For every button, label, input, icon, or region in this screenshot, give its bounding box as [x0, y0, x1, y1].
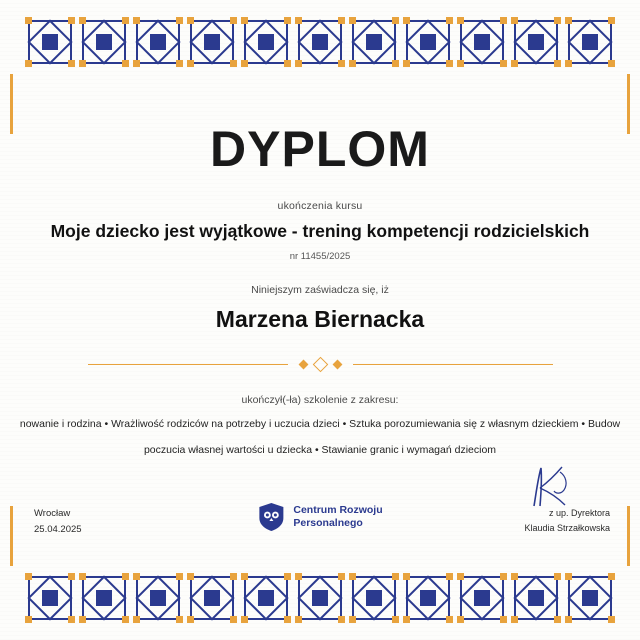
border-tile: [77, 15, 131, 69]
border-tile: [563, 571, 617, 625]
divider-diamond: [332, 360, 342, 370]
attestation-text: Niniejszym zaświadcza się, iż: [251, 284, 389, 296]
border-tile: [401, 571, 455, 625]
certificate-footer: [0, 492, 640, 562]
divider-line-left: [88, 364, 288, 365]
border-tile: [131, 571, 185, 625]
border-tile: [509, 571, 563, 625]
divider-diamond-center: [312, 357, 328, 373]
scope-line-1: nowanie i rodzina • Wrażliwość rodziców na potrzeby i uczucia dzieci • Sztuka porozumiewania się z własnym dzieckiem • Budow: [19, 418, 621, 430]
bottom-tile-row: [23, 571, 617, 625]
border-tile: [401, 15, 455, 69]
border-tile: [455, 571, 509, 625]
border-tile: [23, 15, 77, 69]
signatory-name: Klaudia Strzałkowska: [524, 523, 610, 534]
border-tile: [455, 15, 509, 69]
divider-diamond: [298, 360, 308, 370]
decorative-divider: [0, 359, 640, 370]
organization-name: [293, 504, 382, 530]
border-tile: [185, 571, 239, 625]
organization-logo: [257, 502, 382, 532]
course-completion-label: ukończenia kursu: [277, 200, 363, 212]
course-number: nr 11455/2025: [289, 251, 351, 262]
recipient-name: Marzena Biernacka: [215, 306, 425, 332]
issue-date: 25.04.2025: [34, 524, 82, 536]
border-tile: [77, 571, 131, 625]
course-name: Moje dziecko jest wyjątkowe - trening kompetencji rodzicielskich: [50, 221, 590, 241]
owl-shield-icon: [257, 502, 285, 532]
border-tile: [239, 571, 293, 625]
page-title: DYPLOM: [210, 121, 430, 177]
border-tile: [185, 15, 239, 69]
border-tile: [293, 15, 347, 69]
border-tile: [563, 15, 617, 69]
organization-name-line2: Personalnego: [293, 517, 363, 529]
border-tile: [23, 571, 77, 625]
issue-city: Wrocław: [34, 508, 71, 519]
signature-mark: [516, 464, 586, 510]
top-border-ornament: [0, 14, 640, 70]
signatory-role: z up. Dyrektora: [548, 508, 610, 518]
border-tile: [347, 571, 401, 625]
scope-line-2: poczucia własnej wartości u dziecka • Stawianie granic i wymagań dzieciom: [143, 444, 497, 457]
border-tile: [239, 15, 293, 69]
top-tile-row: [23, 15, 617, 69]
divider-line-right: [353, 364, 553, 365]
organization-name-line1: Centrum Rozwoju: [293, 503, 383, 516]
border-tile: [293, 571, 347, 625]
scope-label: ukończył(-ła) szkolenie z zakresu:: [241, 394, 399, 406]
signatory-block: [524, 506, 610, 537]
border-tile: [509, 15, 563, 69]
bottom-border-ornament: [0, 570, 640, 626]
issue-place-date: [34, 506, 82, 538]
border-tile: [131, 15, 185, 69]
border-tile: [347, 15, 401, 69]
